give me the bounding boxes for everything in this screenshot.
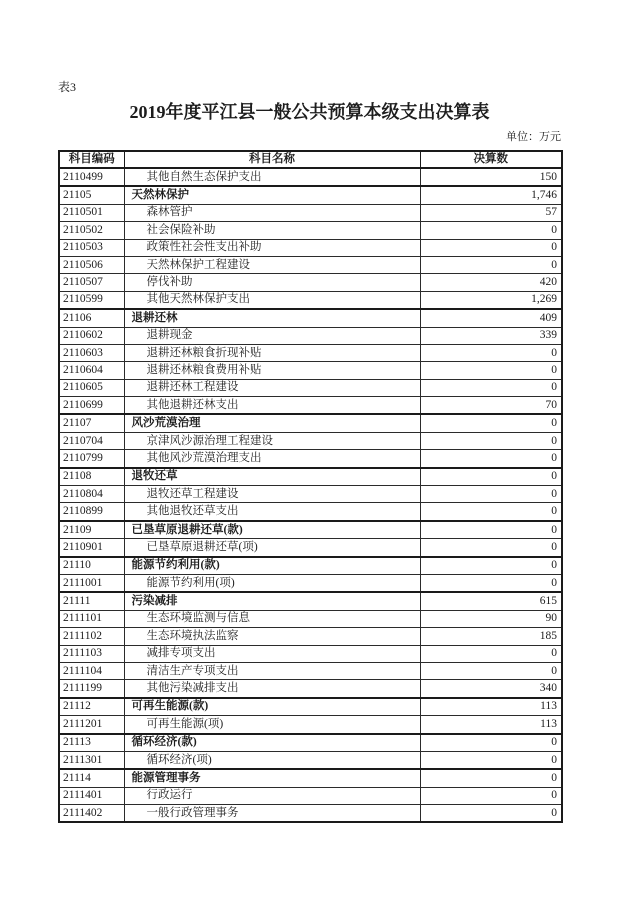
amount-cell: 0 — [420, 662, 562, 679]
amount-cell: 0 — [420, 222, 562, 239]
amount-cell: 113 — [420, 698, 562, 716]
amount-cell: 0 — [420, 805, 562, 823]
amount-cell: 90 — [420, 610, 562, 627]
subject-code-cell: 2110602 — [59, 327, 124, 344]
amount-cell: 0 — [420, 521, 562, 539]
column-header-subject-code: 科目编码 — [59, 151, 124, 168]
subject-code-cell: 2111104 — [59, 662, 124, 679]
subject-name-cell: 循环经济(项) — [124, 751, 420, 769]
subject-code-cell: 2111201 — [59, 716, 124, 734]
table-row — [59, 662, 562, 679]
amount-cell: 0 — [420, 787, 562, 804]
table-row — [59, 414, 562, 432]
amount-cell: 0 — [420, 574, 562, 592]
subject-code-cell: 2110502 — [59, 222, 124, 239]
amount-cell: 0 — [420, 503, 562, 521]
subject-name-cell: 其他污染减排支出 — [124, 680, 420, 698]
subject-code-cell: 21105 — [59, 186, 124, 204]
subject-name-cell: 减排专项支出 — [124, 645, 420, 662]
amount-cell: 0 — [420, 379, 562, 396]
subject-code-cell: 2110899 — [59, 503, 124, 521]
subject-code-cell: 2110506 — [59, 256, 124, 273]
amount-cell: 57 — [420, 204, 562, 221]
subject-name-cell: 其他自然生态保护支出 — [124, 168, 420, 186]
subject-code-cell: 2110901 — [59, 539, 124, 557]
table-row — [59, 309, 562, 327]
table-row — [59, 645, 562, 662]
subject-name-cell: 清洁生产专项支出 — [124, 662, 420, 679]
subject-name-cell: 京津风沙源治理工程建设 — [124, 432, 420, 449]
subject-code-cell: 21111 — [59, 592, 124, 610]
table-row — [59, 503, 562, 521]
subject-code-cell: 2111102 — [59, 628, 124, 645]
subject-name-cell: 停伐补助 — [124, 274, 420, 291]
subject-name-cell: 可再生能源(项) — [124, 716, 420, 734]
subject-code-cell: 21113 — [59, 734, 124, 752]
amount-cell: 150 — [420, 168, 562, 186]
subject-name-cell: 森林管护 — [124, 204, 420, 221]
table-row — [59, 628, 562, 645]
amount-cell: 0 — [420, 362, 562, 379]
subject-name-cell: 能源管理事务 — [124, 769, 420, 787]
subject-code-cell: 21108 — [59, 468, 124, 486]
subject-name-cell: 退耕还林粮食费用补贴 — [124, 362, 420, 379]
amount-cell: 0 — [420, 344, 562, 361]
subject-name-cell: 能源节约利用(款) — [124, 557, 420, 575]
table-row — [59, 734, 562, 752]
amount-cell: 420 — [420, 274, 562, 291]
table-row — [59, 486, 562, 503]
subject-code-cell: 21106 — [59, 309, 124, 327]
subject-name-cell: 已垦草原退耕还草(款) — [124, 521, 420, 539]
amount-cell: 0 — [420, 645, 562, 662]
subject-name-cell: 其他风沙荒漠治理支出 — [124, 450, 420, 468]
subject-name-cell: 退耕还林工程建设 — [124, 379, 420, 396]
subject-name-cell: 退耕现金 — [124, 327, 420, 344]
subject-code-cell: 21114 — [59, 769, 124, 787]
amount-cell: 70 — [420, 397, 562, 415]
subject-name-cell: 天然林保护工程建设 — [124, 256, 420, 273]
subject-code-cell: 2110507 — [59, 274, 124, 291]
subject-name-cell: 一般行政管理事务 — [124, 805, 420, 823]
table-row — [59, 610, 562, 627]
table-row — [59, 327, 562, 344]
subject-name-cell: 政策性社会性支出补助 — [124, 239, 420, 256]
subject-name-cell: 社会保险补助 — [124, 222, 420, 239]
subject-code-cell: 2110503 — [59, 239, 124, 256]
amount-cell: 0 — [420, 256, 562, 273]
table-row — [59, 344, 562, 361]
amount-cell: 0 — [420, 432, 562, 449]
amount-cell: 1,746 — [420, 186, 562, 204]
table-row — [59, 468, 562, 486]
subject-name-cell: 退牧还草 — [124, 468, 420, 486]
subject-name-cell: 其他退牧还草支出 — [124, 503, 420, 521]
subject-code-cell: 2111199 — [59, 680, 124, 698]
table-row — [59, 274, 562, 291]
amount-cell: 409 — [420, 309, 562, 327]
subject-code-cell: 2110804 — [59, 486, 124, 503]
subject-name-cell: 天然林保护 — [124, 186, 420, 204]
subject-name-cell: 风沙荒漠治理 — [124, 414, 420, 432]
table-row — [59, 574, 562, 592]
table-row — [59, 680, 562, 698]
table-row — [59, 362, 562, 379]
table-row — [59, 698, 562, 716]
subject-code-cell: 21112 — [59, 698, 124, 716]
table-row — [59, 397, 562, 415]
subject-name-cell: 生态环境监测与信息 — [124, 610, 420, 627]
subject-code-cell: 2110699 — [59, 397, 124, 415]
subject-name-cell: 生态环境执法监察 — [124, 628, 420, 645]
subject-name-cell: 其他退耕还林支出 — [124, 397, 420, 415]
subject-name-cell: 其他天然林保护支出 — [124, 291, 420, 309]
amount-cell: 0 — [420, 539, 562, 557]
amount-cell: 0 — [420, 769, 562, 787]
table-row — [59, 521, 562, 539]
subject-name-cell: 退牧还草工程建设 — [124, 486, 420, 503]
page-title: 2019年度平江县一般公共预算本级支出决算表 — [129, 102, 490, 122]
subject-name-cell: 行政运行 — [124, 787, 420, 804]
table-row — [59, 769, 562, 787]
subject-code-cell: 2110599 — [59, 291, 124, 309]
subject-code-cell: 2110605 — [59, 379, 124, 396]
subject-name-cell: 可再生能源(款) — [124, 698, 420, 716]
subject-name-cell: 循环经济(款) — [124, 734, 420, 752]
subject-code-cell: 2111103 — [59, 645, 124, 662]
amount-cell: 615 — [420, 592, 562, 610]
table-number-label: 表3 — [58, 80, 77, 94]
table-row — [59, 256, 562, 273]
subject-code-cell: 2110501 — [59, 204, 124, 221]
table-row — [59, 204, 562, 221]
table-row — [59, 222, 562, 239]
amount-cell: 113 — [420, 716, 562, 734]
subject-code-cell: 21107 — [59, 414, 124, 432]
table-row — [59, 432, 562, 449]
subject-code-cell: 2110799 — [59, 450, 124, 468]
subject-code-cell: 2111001 — [59, 574, 124, 592]
subject-code-cell: 21109 — [59, 521, 124, 539]
subject-code-cell: 2110603 — [59, 344, 124, 361]
subject-code-cell: 2110604 — [59, 362, 124, 379]
amount-cell: 0 — [420, 468, 562, 486]
table-row — [59, 805, 562, 823]
amount-cell: 0 — [420, 557, 562, 575]
amount-cell: 1,269 — [420, 291, 562, 309]
table-header-row — [59, 151, 562, 168]
amount-cell: 185 — [420, 628, 562, 645]
subject-code-cell: 2110704 — [59, 432, 124, 449]
table-row — [59, 450, 562, 468]
table-row — [59, 186, 562, 204]
table-header — [59, 151, 562, 168]
amount-cell: 339 — [420, 327, 562, 344]
table-row — [59, 592, 562, 610]
subject-name-cell: 退耕还林粮食折现补贴 — [124, 344, 420, 361]
subject-code-cell: 2111101 — [59, 610, 124, 627]
column-header-final-amount: 决算数 — [420, 151, 562, 168]
subject-code-cell: 2111301 — [59, 751, 124, 769]
amount-cell: 0 — [420, 486, 562, 503]
table-row — [59, 751, 562, 769]
table-row — [59, 168, 562, 186]
unit-note: 单位：万元 — [506, 131, 561, 143]
budget-table — [58, 150, 563, 823]
subject-code-cell: 21110 — [59, 557, 124, 575]
subject-name-cell: 能源节约利用(项) — [124, 574, 420, 592]
subject-code-cell: 2111402 — [59, 805, 124, 823]
subject-code-cell: 2111401 — [59, 787, 124, 804]
table-row — [59, 716, 562, 734]
amount-cell: 0 — [420, 414, 562, 432]
table-body — [59, 168, 562, 822]
amount-cell: 340 — [420, 680, 562, 698]
table-row — [59, 557, 562, 575]
amount-cell: 0 — [420, 751, 562, 769]
amount-cell: 0 — [420, 450, 562, 468]
table-row — [59, 291, 562, 309]
amount-cell: 0 — [420, 734, 562, 752]
column-header-subject-name: 科目名称 — [124, 151, 420, 168]
subject-name-cell: 污染减排 — [124, 592, 420, 610]
table-row — [59, 787, 562, 804]
amount-cell: 0 — [420, 239, 562, 256]
subject-name-cell: 退耕还林 — [124, 309, 420, 327]
table-row — [59, 239, 562, 256]
subject-code-cell: 2110499 — [59, 168, 124, 186]
table-row — [59, 539, 562, 557]
subject-name-cell: 已垦草原退耕还草(项) — [124, 539, 420, 557]
table-row — [59, 379, 562, 396]
